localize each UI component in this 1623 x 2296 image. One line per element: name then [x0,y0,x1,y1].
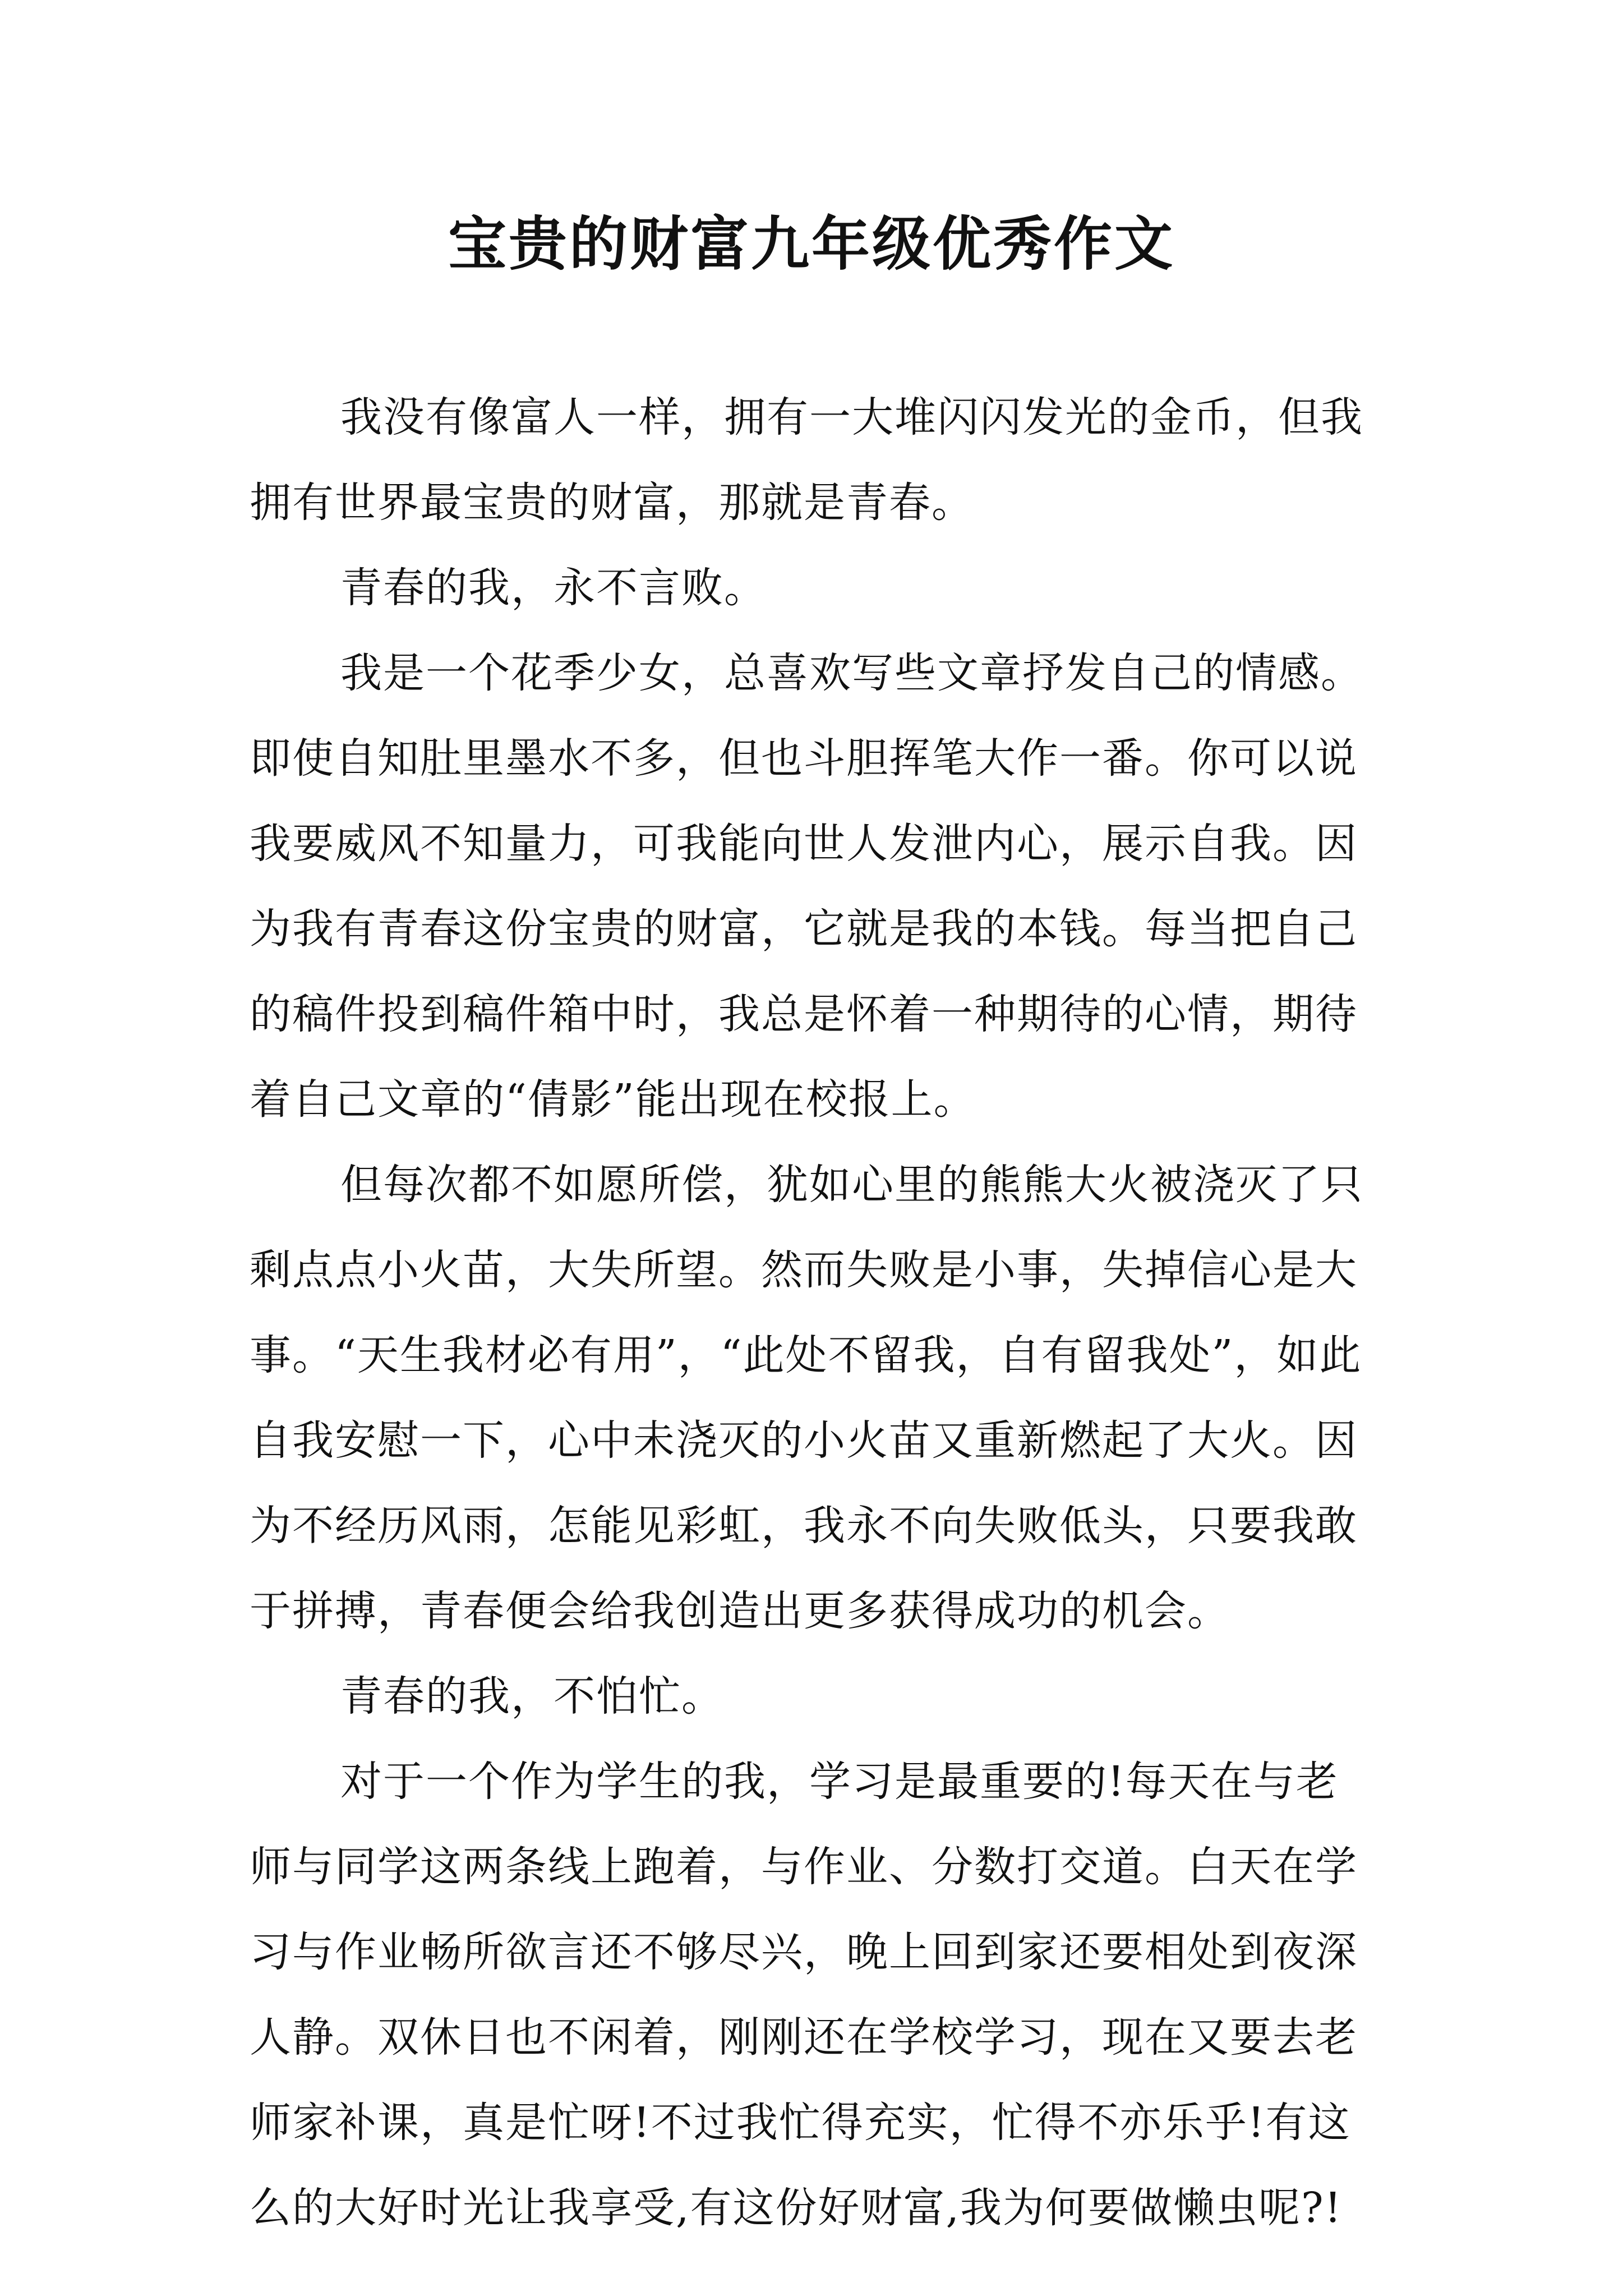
text-line: 为我有青春这份宝贵的财富，它就是我的本钱。每当把自己 [250,905,1358,953]
text-line: 为不经历风雨，怎能见彩虹，我永不向失败低头，只要我敢 [250,1502,1358,1550]
text-line: 我要威风不知量力，可我能向世人发泄内心，展示自我。因 [250,820,1358,868]
text-line: 青春的我，永不言败。 [340,564,767,612]
text-line: 拥有世界最宝贵的财富，那就是青春。 [250,478,974,527]
text-line: 青春的我，不怕忙。 [340,1672,724,1720]
text-line: 着自己文章的“倩影”能出现在校报上。 [250,1075,976,1124]
text-line: 但每次都不如愿所偿，犹如心里的熊熊大火被浇灭了只 [340,1161,1363,1209]
text-line: 人静。双休日也不闲着，刚刚还在学校学习，现在又要去老 [250,2013,1358,2062]
text-line: 师与同学这两条线上跑着，与作业、分数打交道。白天在学 [250,1843,1358,1891]
text-line: 我是一个花季少女，总喜欢写些文章抒发自己的情感。 [340,649,1363,697]
text-line: 对于一个作为学生的我，学习是最重要的!每天在与老 [340,1757,1339,1806]
text-line: 我没有像富人一样，拥有一大堆闪闪发光的金币，但我 [340,393,1363,441]
text-line: 剩点点小火苗，大失所望。然而失败是小事，失掉信心是大 [250,1246,1358,1294]
text-line: 于拼搏，青春便会给我创造出更多获得成功的机会。 [250,1587,1230,1635]
text-line: 的稿件投到稿件箱中时，我总是怀着一种期待的心情，期待 [250,990,1358,1038]
document-title: 宝贵的财富九年级优秀作文 [448,210,1175,278]
text-line: 习与作业畅所欲言还不够尽兴，晚上回到家还要相处到夜深 [250,1928,1358,1976]
text-line: 师家补课，真是忙呀!不过我忙得充实，忙得不亦乐乎!有这 [250,2099,1351,2147]
text-line: 么的大好时光让我享受,有这份好财富,我为何要做懒虫呢?! [250,2184,1343,2232]
text-line: 事。“天生我材必有用”，“此处不留我，自有留我处”，如此 [250,1331,1362,1379]
text-line: 自我安慰一下，心中未浇灭的小火苗又重新燃起了大火。因 [250,1416,1358,1465]
document-body [250,375,1374,2251]
text-line: 即使自知肚里墨水不多，但也斗胆挥笔大作一番。你可以说 [250,734,1358,783]
